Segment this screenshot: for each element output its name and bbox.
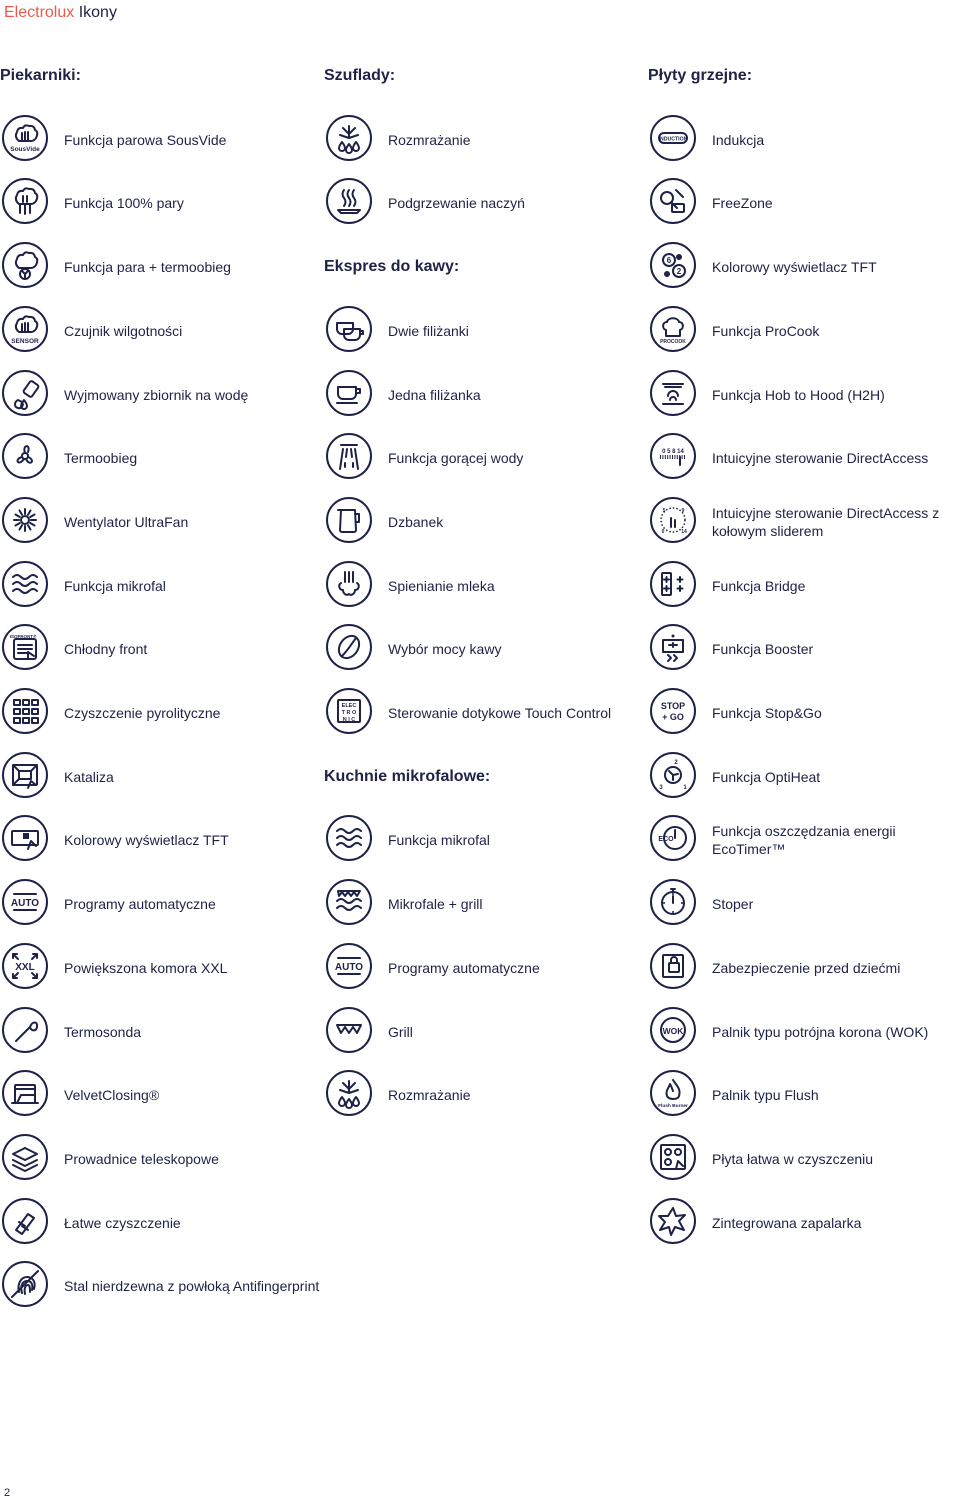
icon-list-item xyxy=(324,874,646,934)
icon-label: Termoobieg xyxy=(64,450,138,467)
icon-label: Programy automatyczne xyxy=(64,896,216,913)
svg-text:XXL: XXL xyxy=(15,961,35,973)
icon-list-item xyxy=(648,683,960,743)
icon-label: Wentylator UltraFan xyxy=(64,513,189,530)
icon-label: Funkcja mikrofal xyxy=(64,577,166,594)
icon-list-item xyxy=(0,492,322,552)
icon-label: Rozmrażanie xyxy=(388,131,471,148)
icon-list-item xyxy=(0,874,322,934)
svg-text:N I C: N I C xyxy=(342,717,356,723)
icon-label: Funkcja para + termoobieg xyxy=(64,259,231,276)
icon-label: Zintegrowana zapalarka xyxy=(712,1214,862,1231)
icon-label: Funkcja Booster xyxy=(712,641,814,658)
icon-list-item xyxy=(648,874,960,934)
icon-label: Podgrzewanie naczyń xyxy=(388,195,525,212)
water-tank-icon xyxy=(2,370,48,416)
svg-text:0: 0 xyxy=(661,528,665,535)
icon-label: Indukcja xyxy=(712,131,765,148)
icon-list-item xyxy=(648,237,960,297)
icon-label: Funkcja 100% pary xyxy=(64,195,184,212)
section-heading xyxy=(324,46,646,106)
icon-label: Wybór mocy kawy xyxy=(388,641,502,658)
svg-text:5: 5 xyxy=(662,507,666,514)
icon-label: Funkcja oszczędzania energii EcoTimer™ xyxy=(712,823,896,858)
icon-label: Funkcja Bridge xyxy=(712,577,806,594)
induction-icon xyxy=(650,115,696,161)
svg-text:SENSOR: SENSOR xyxy=(11,337,39,345)
section-heading-text: Płyty grzejne: xyxy=(648,67,753,84)
icon-list-item xyxy=(648,301,960,361)
fan-icon xyxy=(2,433,48,479)
icon-label: VelvetClosing® xyxy=(64,1087,160,1104)
ignition-icon xyxy=(650,1198,696,1244)
coffee-strength-icon xyxy=(326,624,372,670)
icon-list-item xyxy=(324,810,646,870)
stop-go-icon xyxy=(650,688,696,734)
section-heading xyxy=(0,46,322,106)
icon-list-item xyxy=(0,619,322,679)
icon-label: Stoper xyxy=(712,896,754,913)
icon-list-item xyxy=(648,1065,960,1125)
section-heading xyxy=(648,46,960,106)
svg-text:+ GO: + GO xyxy=(662,712,684,722)
page-header xyxy=(4,3,117,23)
grill-icon xyxy=(326,1007,372,1053)
icon-list-item xyxy=(648,492,960,552)
icon-list-item xyxy=(324,938,646,998)
milk-froth-icon xyxy=(326,561,372,607)
icon-list-item xyxy=(648,1129,960,1189)
icon-label: Intuicyjne sterowanie DirectAccess xyxy=(712,450,929,467)
svg-text:2: 2 xyxy=(676,267,682,277)
icon-label: Funkcja OptiHeat xyxy=(712,768,821,785)
defrost-icon xyxy=(326,1070,372,1116)
microwave-waves-icon xyxy=(2,561,48,607)
svg-text:STOP: STOP xyxy=(660,701,686,711)
svg-text:SousVide: SousVide xyxy=(10,145,40,153)
icon-list-item xyxy=(648,556,960,616)
svg-text:PROCOOK: PROCOOK xyxy=(660,338,686,345)
stopwatch-icon xyxy=(650,879,696,925)
circular-slider-icon xyxy=(650,497,696,543)
icon-label: Palnik typu potrójna korona (WOK) xyxy=(712,1023,929,1040)
icon-label: Stal nierdzewna z powłoką Antifingerprint xyxy=(64,1278,320,1295)
icon-label: Chłodny front xyxy=(64,641,148,658)
icon-list-item xyxy=(0,428,322,488)
icon-list-item xyxy=(648,619,960,679)
icon-label: Funkcja Hob to Hood (H2H) xyxy=(712,386,885,403)
icon-list-item xyxy=(324,301,646,361)
page-number: 2 xyxy=(4,1487,11,1499)
icon-label: Sterowanie dotykowe Touch Control xyxy=(388,705,612,721)
icon-list-item xyxy=(324,683,646,743)
icon-list-item xyxy=(648,110,960,170)
icon-list-item xyxy=(0,1065,322,1125)
section-heading-text: Kuchnie mikrofalowe: xyxy=(324,767,491,785)
icon-list-item xyxy=(648,810,960,870)
icon-label: Czyszczenie pyrolityczne xyxy=(64,705,221,721)
icon-list-item xyxy=(0,1002,322,1062)
easy-clean-hob-icon xyxy=(650,1134,696,1180)
dish-warming-icon xyxy=(326,178,372,224)
section-heading xyxy=(324,747,646,807)
optiheat-icon xyxy=(650,752,696,798)
one-cup-icon xyxy=(326,370,372,416)
icon-list-item xyxy=(0,237,322,297)
icon-label: Kataliza xyxy=(64,768,114,785)
icon-list-item xyxy=(0,810,322,870)
icon-list-item xyxy=(324,173,646,233)
icon-label: Grill xyxy=(388,1023,413,1040)
icon-list-item xyxy=(324,110,646,170)
steam-fan-icon xyxy=(2,242,48,288)
icon-label: FreeZone xyxy=(712,195,773,212)
catalytic-icon xyxy=(2,752,48,798)
icon-label: Kolorowy wyświetlacz TFT xyxy=(712,259,877,276)
icon-label: Płyta łatwa w czyszczeniu xyxy=(712,1150,874,1167)
icon-label: Palnik typu Flush xyxy=(712,1087,819,1104)
icon-list-item xyxy=(0,683,322,743)
svg-text:Flush Burner: Flush Burner xyxy=(658,1104,688,1110)
svg-text:14: 14 xyxy=(681,528,687,535)
svg-text:ELEC: ELEC xyxy=(341,703,357,709)
icon-list-item xyxy=(0,173,322,233)
svg-text:AUTO: AUTO xyxy=(10,898,40,910)
icon-label: Spienianie mleka xyxy=(388,577,495,594)
svg-text:T R O: T R O xyxy=(341,710,357,716)
icon-label: Funkcja Stop&Go xyxy=(712,705,822,721)
icon-label: Łatwe czyszczenie xyxy=(64,1214,181,1231)
icon-list-item xyxy=(0,747,322,807)
icon-label: Funkcja ProCook xyxy=(712,322,820,339)
cool-front-icon xyxy=(2,624,48,670)
icon-list-item xyxy=(0,556,322,616)
icon-label: Dzbanek xyxy=(388,513,444,530)
icon-list-item xyxy=(324,428,646,488)
jug-icon xyxy=(326,497,372,543)
microwave-waves-icon xyxy=(326,815,372,861)
direct-access-icon xyxy=(650,433,696,479)
icon-list-item xyxy=(324,492,646,552)
icon-list-item xyxy=(324,619,646,679)
icon-label: Rozmrażanie xyxy=(388,1087,471,1104)
bridge-icon xyxy=(650,561,696,607)
icon-label: Zabezpieczenie przed dziećmi xyxy=(712,959,901,976)
icon-label: Termosonda xyxy=(64,1023,142,1040)
icon-label: Mikrofale + grill xyxy=(388,896,483,913)
svg-text:0 5 8 14: 0 5 8 14 xyxy=(662,449,684,456)
eco-timer-icon xyxy=(650,815,696,861)
food-probe-icon xyxy=(2,1007,48,1053)
auto-programs-icon xyxy=(326,943,372,989)
svg-text:INDUCTION: INDUCTION xyxy=(658,136,688,143)
icon-label: Prowadnice teleskopowe xyxy=(64,1150,219,1167)
child-lock-icon xyxy=(650,943,696,989)
svg-text:1: 1 xyxy=(683,784,687,791)
icon-list-item xyxy=(648,173,960,233)
freezone-icon xyxy=(650,178,696,224)
booster-icon xyxy=(650,624,696,670)
page-title: Ikony xyxy=(78,4,117,21)
icon-list-item xyxy=(648,1002,960,1062)
svg-text:ECO: ECO xyxy=(658,836,674,844)
procook-icon xyxy=(650,306,696,352)
brand-name: Electrolux xyxy=(4,4,75,21)
icon-list-item xyxy=(0,301,322,361)
icon-list-item xyxy=(648,428,960,488)
two-cups-icon xyxy=(326,306,372,352)
icon-list-item xyxy=(648,938,960,998)
section-heading-text: Szuflady: xyxy=(324,67,396,84)
tft-display-icon xyxy=(2,815,48,861)
section-heading xyxy=(324,237,646,297)
telescopic-runners-icon xyxy=(2,1134,48,1180)
icon-list-item xyxy=(0,938,322,998)
icon-list-item xyxy=(0,1256,322,1316)
ultrafan-icon xyxy=(2,497,48,543)
svg-text:WOK: WOK xyxy=(662,1025,684,1036)
icon-label: Funkcja gorącej wody xyxy=(388,450,524,467)
hob-to-hood-icon xyxy=(650,370,696,416)
microwave-grill-icon xyxy=(326,879,372,925)
icon-label: Funkcja mikrofal xyxy=(388,832,490,849)
icon-label: Programy automatyczne xyxy=(388,959,540,976)
icon-label: Jedna filiżanka xyxy=(388,386,481,403)
auto-programs-icon xyxy=(2,879,48,925)
icon-list-item xyxy=(648,365,960,425)
icon-list-item xyxy=(324,556,646,616)
defrost-icon xyxy=(326,115,372,161)
icon-list-item xyxy=(324,1002,646,1062)
easy-clean-icon xyxy=(2,1198,48,1244)
sousvide-icon xyxy=(2,115,48,161)
fingerprint-icon xyxy=(2,1261,48,1307)
wok-burner-icon xyxy=(650,1007,696,1053)
velvet-closing-icon xyxy=(2,1070,48,1116)
icon-list-item xyxy=(324,365,646,425)
icon-list-item xyxy=(324,1065,646,1125)
icon-label: Dwie filiżanki xyxy=(388,322,469,339)
icon-label: Wyjmowany zbiornik na wodę xyxy=(64,386,249,403)
xxl-icon xyxy=(2,943,48,989)
icon-list-item xyxy=(0,365,322,425)
svg-text:AUTO: AUTO xyxy=(334,961,364,973)
icon-list-item xyxy=(648,1193,960,1253)
icon-label: Intuicyjne sterowanie DirectAccess z kołowym sliderem xyxy=(712,504,940,539)
flush-burner-icon xyxy=(650,1070,696,1116)
icon-label: Czujnik wilgotności xyxy=(64,322,183,339)
sensor-icon xyxy=(2,306,48,352)
icon-list-item xyxy=(0,110,322,170)
hot-water-icon xyxy=(326,433,372,479)
tft-zones-icon xyxy=(650,242,696,288)
svg-text:ISOFRONT®: ISOFRONT® xyxy=(9,634,37,640)
section-heading-text: Piekarniki: xyxy=(0,67,81,84)
icon-list-item xyxy=(0,1129,322,1189)
icon-list-item xyxy=(648,747,960,807)
icon-list-item xyxy=(0,1193,322,1253)
touch-control-icon xyxy=(326,688,372,734)
section-heading-text: Ekspres do kawy: xyxy=(324,258,460,276)
icon-label: Powiększona komora XXL xyxy=(64,959,228,976)
svg-text:2: 2 xyxy=(674,759,678,766)
pyrolytic-icon xyxy=(2,688,48,734)
steam-icon xyxy=(2,178,48,224)
icon-label: Kolorowy wyświetlacz TFT xyxy=(64,832,229,849)
svg-text:3: 3 xyxy=(659,784,663,791)
icon-label: Funkcja parowa SousVide xyxy=(64,131,227,148)
svg-text:9: 9 xyxy=(681,507,685,514)
svg-text:6: 6 xyxy=(666,256,672,266)
